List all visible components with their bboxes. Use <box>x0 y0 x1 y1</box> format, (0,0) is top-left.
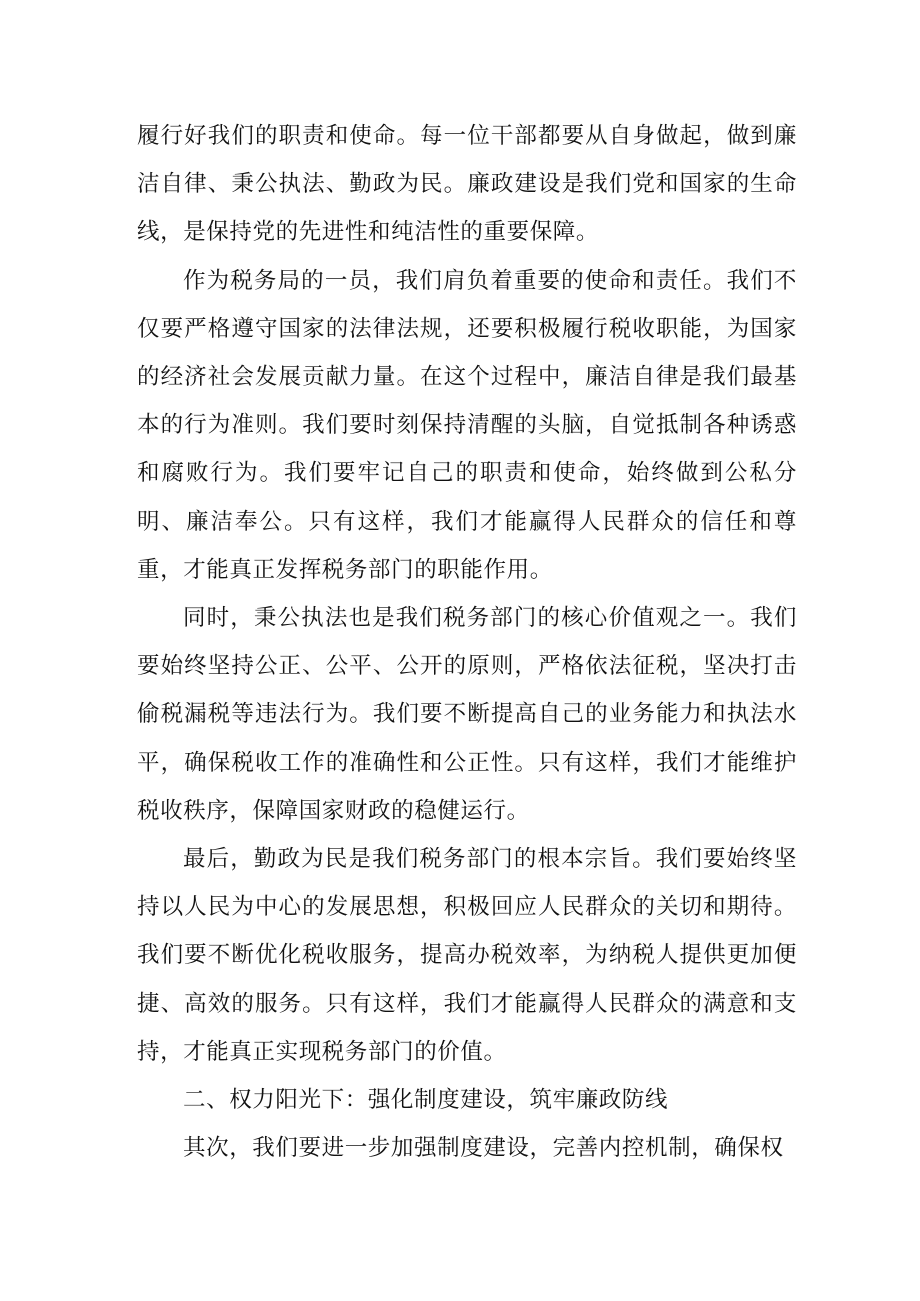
paragraph-system-building: 其次，我们要进一步加强制度建设，完善内控机制，确保权 <box>183 1135 784 1162</box>
paragraph-fair-enforcement: 同时，秉公执法也是我们税务部门的核心价值观之一。我们要始终坚持公正、公平、公开的原则，严格依法征税，坚决打击偷税漏税等违法行为。我们要不断提高自己的业务能力和执法水平，确保税收工作的准确性和公正性。只有这样，我们才能维护税收秩序，保障国家财政的稳健运行。 <box>137 605 797 824</box>
paragraph-serve-people: 最后，勤政为民是我们税务部门的根本宗旨。我们要始终坚持以人民为中心的发展思想，积极回应人民群众的关切和期待。我们要不断优化税收服务，提高办税效率，为纳税人提供更加便捷、高效的服务。只有这样，我们才能赢得人民群众的满意和支持，才能真正实现税务部门的价值。 <box>137 846 797 1065</box>
paragraph-tax-bureau-mission: 作为税务局的一员，我们肩负着重要的使命和责任。我们不仅要严格遵守国家的法律法规，还要积极履行税收职能，为国家的经济社会发展贡献力量。在这个过程中，廉洁自律是我们最基本的行为准则。我们要时刻保持清醒的头脑，自觉抵制各种诱惑和腐败行为。我们要牢记自己的职责和使命，始终做到公私分明、廉洁奉公。只有这样，我们才能赢得人民群众的信任和尊重，才能真正发挥税务部门的职能作用。 <box>137 267 797 583</box>
paragraph-continued: 履行好我们的职责和使命。每一位干部都要从自身做起，做到廉洁自律、秉公执法、勤政为民。廉政建设是我们党和国家的生命线，是保持党的先进性和纯洁性的重要保障。 <box>137 123 797 246</box>
document-body <box>137 112 797 1172</box>
section-heading: 二、权力阳光下：强化制度建设，筑牢廉政防线 <box>183 1087 669 1114</box>
